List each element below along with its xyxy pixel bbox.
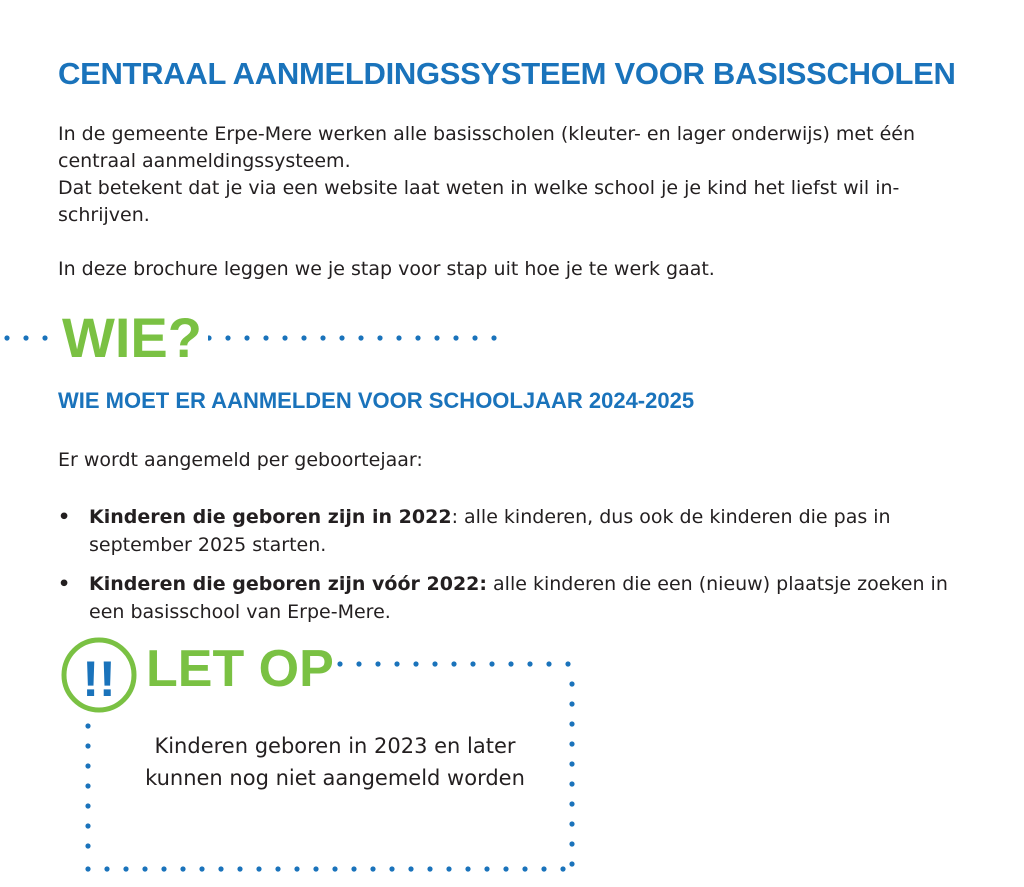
list-item-text: alle kinderen die een (nieuw) plaatsje zoeken in een basisschool van Erpe-Mere. <box>89 573 948 623</box>
wie-subtitle: WIE MOET ER AANMELDEN VOOR SCHOOLJAAR 2024-2025 <box>58 388 695 413</box>
list-item-bold: Kinderen die geboren zijn vóór 2022: <box>89 573 487 595</box>
birth-year-list <box>58 503 958 637</box>
list-item <box>58 503 958 559</box>
exclamation-icon <box>64 640 134 710</box>
bullet-icon: • <box>58 506 71 528</box>
intro-paragraph-3: In deze brochure leggen we je stap voor stap uit hoe je te werk gaat. <box>58 258 715 280</box>
bullet-icon: • <box>58 573 71 595</box>
exclamation-icon-glyph: !! <box>82 651 116 707</box>
intro-text <box>58 121 988 283</box>
list-item-bold: Kinderen die geboren zijn in 2022 <box>89 506 452 528</box>
let-op-heading: LET OP <box>146 640 334 698</box>
wie-lead-text: Er wordt aangemeld per geboortejaar: <box>58 449 423 471</box>
list-item-text: : alle kinderen, dus ook de kinderen die pas in september 2025 starten. <box>89 506 891 556</box>
let-op-line-1: Kinderen geboren in 2023 en later <box>154 734 516 758</box>
intro-paragraph-1: In de gemeente Erpe-Mere werken alle basisscholen (kleuter- en lager onderwijs) met één centraal aanmeldingssysteem. <box>58 123 916 172</box>
wie-heading: WIE? <box>58 306 208 370</box>
list-item <box>58 570 958 626</box>
let-op-line-2: kunnen nog niet aangemeld worden <box>145 766 525 790</box>
let-op-body <box>110 730 560 794</box>
intro-paragraph-2: Dat betekent dat je via een website laat weten in welke school je je kind het liefst wil in-schrijven. <box>58 177 900 226</box>
page-title: CENTRAAL AANMELDINGSSYSTEEM VOOR BASISSCHOLEN <box>58 56 956 91</box>
